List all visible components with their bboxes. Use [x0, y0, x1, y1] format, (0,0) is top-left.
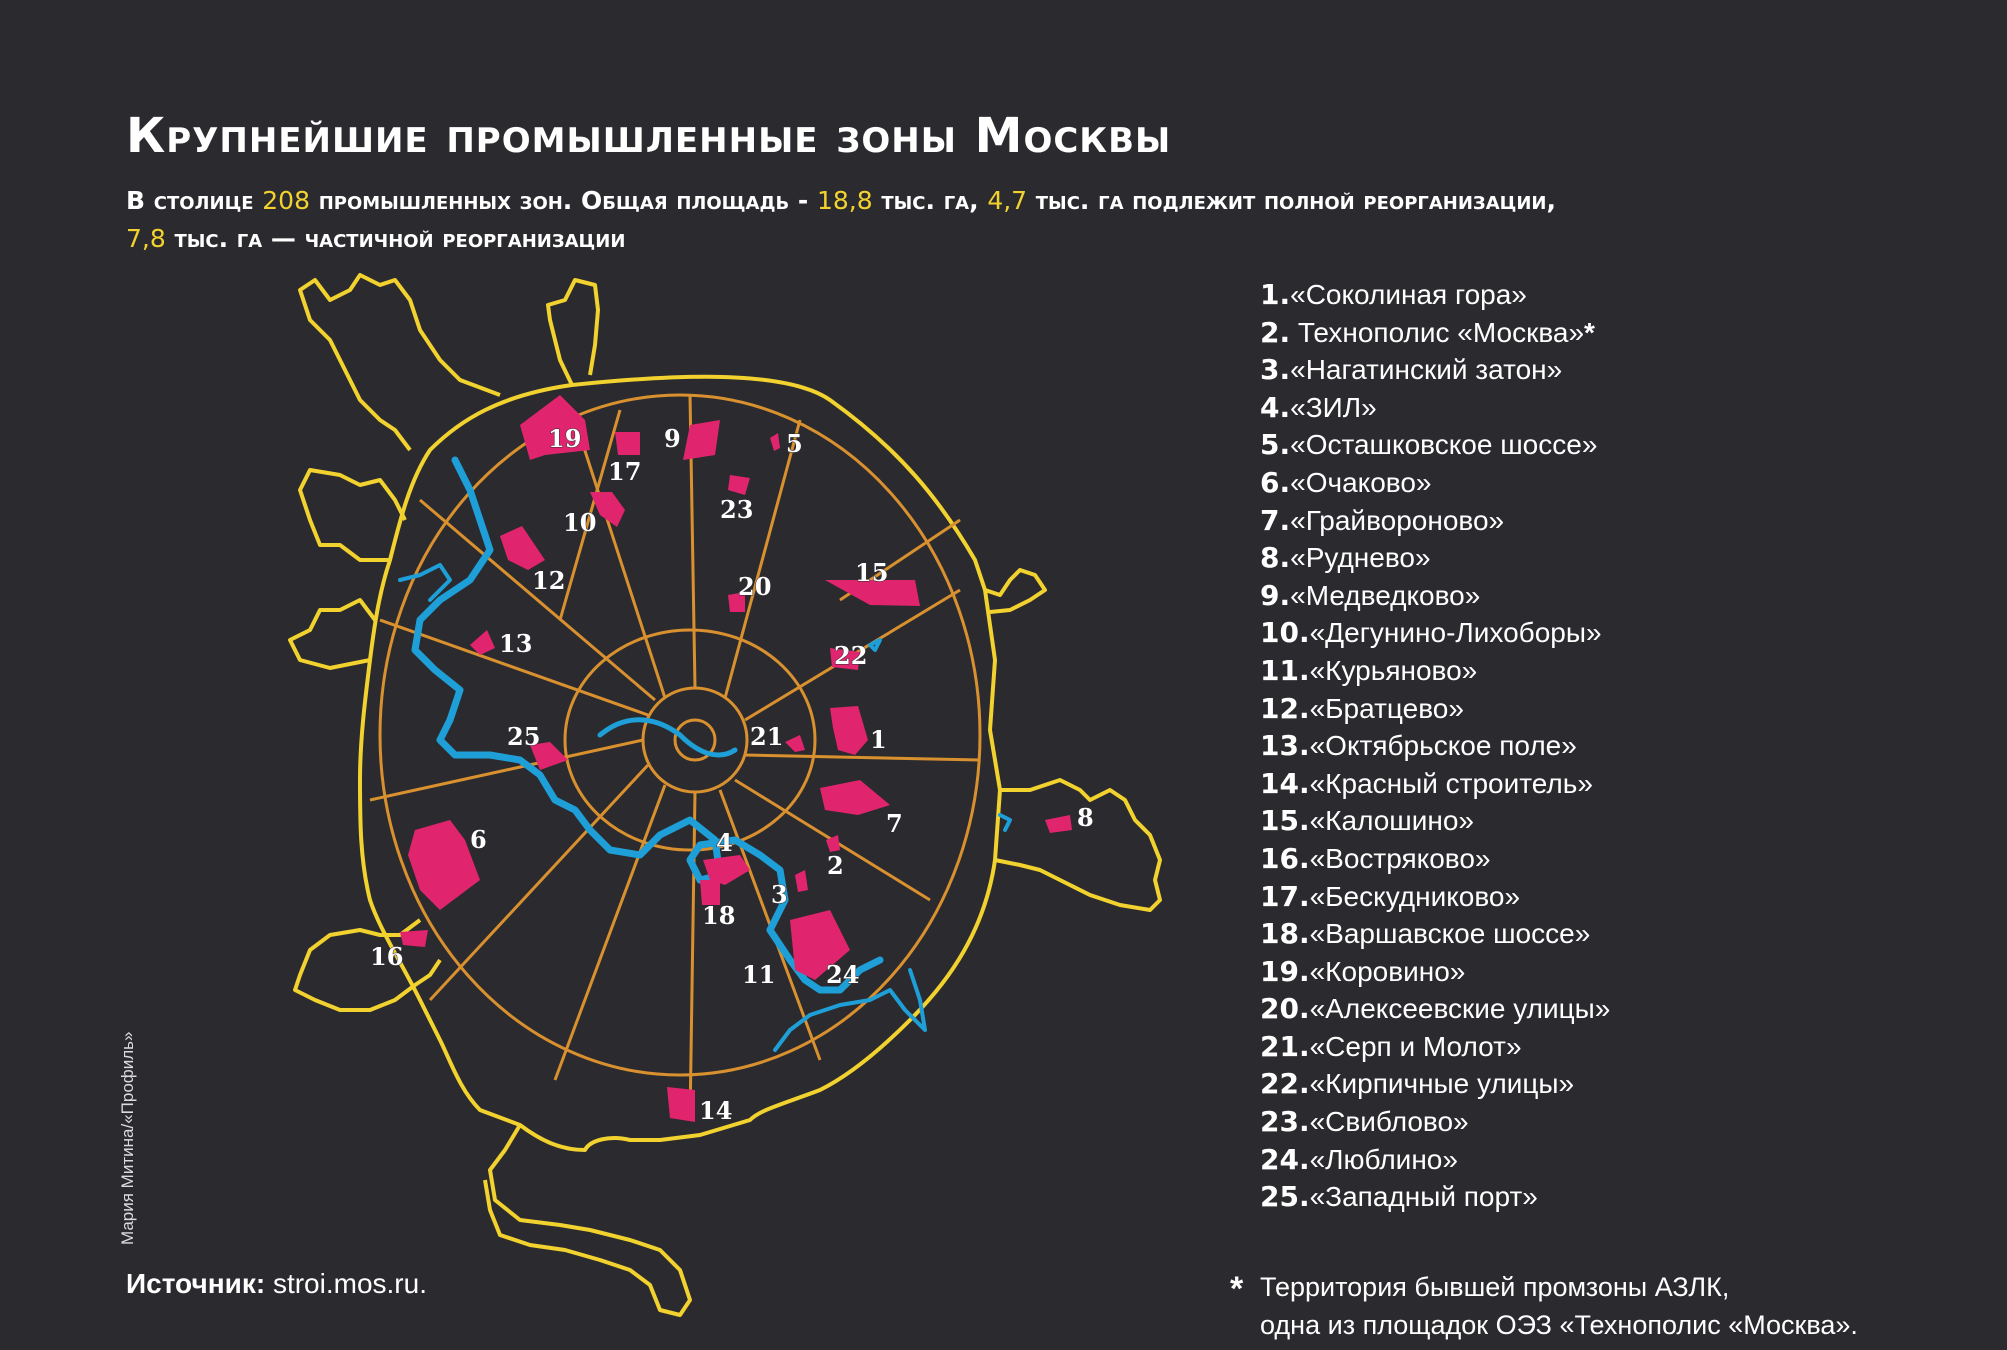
legend-name: «Осташковское шоссе» — [1290, 429, 1598, 461]
legend-name: «Востряково» — [1309, 842, 1491, 874]
legend-item — [1260, 577, 1610, 615]
legend-name: «Октябрьское поле» — [1309, 730, 1577, 762]
boundary-south-lobe — [485, 1125, 690, 1315]
zones-legend — [1260, 276, 1610, 1216]
river-main — [415, 460, 880, 990]
legend-name: «Дегунино-Лихоборы» — [1309, 617, 1602, 649]
zone-label-14: 14 — [699, 1096, 733, 1125]
legend-item — [1260, 878, 1610, 916]
legend-name: «Руднево» — [1290, 542, 1431, 574]
subtitle-text: тыс. га — частичной реорганизации — [165, 224, 626, 253]
zone-label-25: 25 — [507, 722, 541, 751]
zone-label-23: 23 — [720, 495, 754, 524]
legend-number: 10. — [1260, 616, 1310, 650]
zone-label-22: 22 — [834, 641, 868, 670]
legend-item — [1260, 1028, 1610, 1066]
legend-item — [1260, 727, 1610, 765]
legend-name: «Калошино» — [1309, 805, 1474, 837]
zone-17-shape — [615, 432, 640, 455]
zone-label-24: 24 — [826, 960, 860, 989]
legend-name: «Варшавское шоссе» — [1309, 918, 1591, 950]
legend-name: «Кирпичные улицы» — [1309, 1068, 1575, 1100]
zone-9-shape — [683, 420, 720, 460]
zone-label-9: 9 — [664, 424, 681, 453]
subtitle-text: тыс. га, — [872, 186, 988, 215]
zone-5-shape — [770, 433, 780, 451]
legend-number: 16. — [1260, 841, 1310, 875]
legend-name: «Алексеевские улицы» — [1309, 993, 1611, 1025]
zone-label-20: 20 — [738, 572, 772, 601]
legend-item — [1260, 840, 1610, 878]
legend-number: 5. — [1260, 428, 1291, 462]
legend-number: 18. — [1260, 917, 1310, 951]
legend-number: 19. — [1260, 954, 1310, 988]
zone-label-6: 6 — [470, 825, 487, 854]
footnote-line: одна из площадок ОЭЗ «Технополис «Москва». — [1260, 1310, 1858, 1340]
author-credit: Мария Митина/«Профиль» — [118, 1031, 137, 1245]
boundary-north-east-lobe — [985, 570, 1045, 612]
zone-label-2: 2 — [827, 851, 844, 880]
zone-7-shape — [820, 780, 890, 815]
legend-number: 3. — [1260, 353, 1291, 387]
legend-item — [1260, 1141, 1610, 1179]
legend-name: Технополис «Москва» — [1290, 316, 1585, 348]
legend-number: 2. — [1260, 315, 1291, 349]
legend-item — [1260, 614, 1610, 652]
zone-label-3: 3 — [771, 880, 788, 909]
legend-item — [1260, 276, 1610, 314]
legend-number: 15. — [1260, 804, 1310, 838]
legend-number: 17. — [1260, 879, 1310, 913]
subtitle-total-area: 18,8 — [816, 186, 873, 215]
legend-number: 11. — [1260, 653, 1310, 687]
legend-item — [1260, 802, 1610, 840]
zone-8-shape — [1045, 815, 1072, 833]
legend-name: «Соколиная гора» — [1290, 279, 1527, 310]
page-title: Крупнейшие промышленные зоны Москвы — [126, 108, 1172, 164]
legend-name: «Бескудниково» — [1309, 880, 1521, 912]
zone-12-shape — [500, 526, 545, 570]
legend-item — [1260, 765, 1610, 803]
zone-label-19: 19 — [548, 424, 582, 453]
legend-name: «Свиблово» — [1309, 1106, 1469, 1138]
legend-item — [1260, 915, 1610, 953]
legend-number: 1. — [1260, 278, 1291, 311]
legend-name: «Нагатинский затон» — [1290, 354, 1563, 386]
radial-road — [420, 500, 655, 700]
legend-number: 8. — [1260, 541, 1291, 575]
legend-number: 14. — [1260, 766, 1310, 800]
legend-item — [1260, 690, 1610, 728]
zone-label-21: 21 — [750, 722, 784, 751]
boundary-west-lobe-2 — [290, 600, 375, 668]
legend-item — [1260, 953, 1610, 991]
source-line — [126, 1268, 427, 1300]
legend-number: 6. — [1260, 465, 1291, 499]
legend-item — [1260, 464, 1610, 502]
zone-label-8: 8 — [1077, 803, 1094, 832]
boundary-east-lobe — [995, 780, 1160, 910]
legend-name: «Очаково» — [1290, 466, 1432, 498]
subtitle-text: тыс. га подлежит полной реорганизации, — [1027, 186, 1556, 215]
zone-1-shape — [830, 706, 868, 755]
legend-item — [1260, 1065, 1610, 1103]
source-value: stroi.mos.ru. — [265, 1268, 427, 1299]
zone-23-shape — [728, 475, 750, 495]
legend-item — [1260, 351, 1610, 389]
boundary-main — [360, 377, 1000, 1150]
zone-label-17: 17 — [608, 457, 642, 486]
garden-ring — [643, 688, 747, 792]
zone-label-5: 5 — [786, 429, 803, 458]
legend-item — [1260, 539, 1610, 577]
asterisk-icon: * — [1230, 1270, 1244, 1308]
zone-label-15: 15 — [855, 558, 889, 587]
subtitle-text: В столице — [126, 186, 263, 215]
legend-number: 22. — [1260, 1067, 1310, 1101]
zone-label-10: 10 — [563, 508, 597, 537]
footnote-line: Территория бывшей промзоны АЗЛК, — [1260, 1272, 1730, 1302]
legend-number: 13. — [1260, 729, 1310, 763]
legend-number: 25. — [1260, 1180, 1310, 1214]
boundary-west-lobe-1 — [300, 470, 405, 560]
subtitle-full-reorg: 4,7 — [987, 186, 1028, 215]
legend-number: 23. — [1260, 1105, 1310, 1139]
zone-14-shape — [667, 1087, 695, 1122]
river-pond — [870, 640, 880, 650]
legend-item — [1260, 990, 1610, 1028]
legend-name: «Красный строитель» — [1309, 767, 1593, 799]
legend-item — [1260, 426, 1610, 464]
legend-name: «Люблино» — [1309, 1143, 1458, 1175]
radial-road — [555, 785, 665, 1080]
legend-item — [1260, 314, 1610, 352]
legend-name: «ЗИЛ» — [1290, 391, 1377, 423]
zone-labels — [370, 424, 1094, 1125]
source-label: Источник: — [126, 1268, 266, 1299]
legend-number: 21. — [1260, 1029, 1310, 1063]
zone-label-18: 18 — [702, 901, 736, 930]
legend-name: «Курьяново» — [1309, 654, 1478, 686]
legend-number: 4. — [1260, 390, 1291, 424]
zone-16-shape — [400, 930, 428, 947]
legend-item — [1260, 1103, 1610, 1141]
zone-13-shape — [470, 630, 495, 655]
legend-name: «Братцево» — [1309, 692, 1464, 724]
legend-item — [1260, 389, 1610, 427]
footnote — [1230, 1268, 1858, 1344]
zone-label-1: 1 — [870, 725, 887, 754]
legend-name: «Западный порт» — [1309, 1181, 1538, 1213]
legend-item — [1260, 502, 1610, 540]
radial-road — [725, 420, 800, 698]
city-boundary — [290, 275, 1160, 1315]
legend-number: 20. — [1260, 992, 1310, 1026]
subtitle-count: 208 — [262, 186, 310, 215]
boundary-north-lobe — [548, 280, 598, 385]
zone-label-11: 11 — [742, 960, 776, 989]
zone-21-shape — [785, 735, 805, 752]
legend-number: 12. — [1260, 691, 1310, 725]
legend-item — [1260, 652, 1610, 690]
zone-label-7: 7 — [886, 809, 903, 838]
zone-label-4: 4 — [716, 828, 733, 857]
radial-road — [745, 755, 980, 760]
river-pond — [1000, 815, 1010, 830]
legend-number: 24. — [1260, 1142, 1310, 1176]
legend-name: «Медведково» — [1290, 579, 1481, 611]
subtitle-partial-reorg: 7,8 — [126, 224, 166, 253]
boundary-north-west-lobe — [300, 275, 500, 450]
legend-number: 9. — [1260, 578, 1291, 612]
legend-name: «Серп и Молот» — [1309, 1030, 1522, 1062]
legend-number: 7. — [1260, 503, 1291, 537]
legend-item — [1260, 1178, 1610, 1216]
zone-label-12: 12 — [532, 566, 566, 595]
asterisk-icon: * — [1584, 316, 1595, 348]
subtitle-text: промышленных зон. Общая площадь - — [309, 186, 817, 215]
zone-label-13: 13 — [499, 629, 533, 658]
zone-3-shape — [795, 870, 808, 892]
legend-name: «Грайвороново» — [1290, 504, 1505, 536]
zone-label-16: 16 — [370, 942, 404, 971]
legend-name: «Коровино» — [1309, 955, 1466, 987]
radial-road — [690, 792, 695, 1120]
